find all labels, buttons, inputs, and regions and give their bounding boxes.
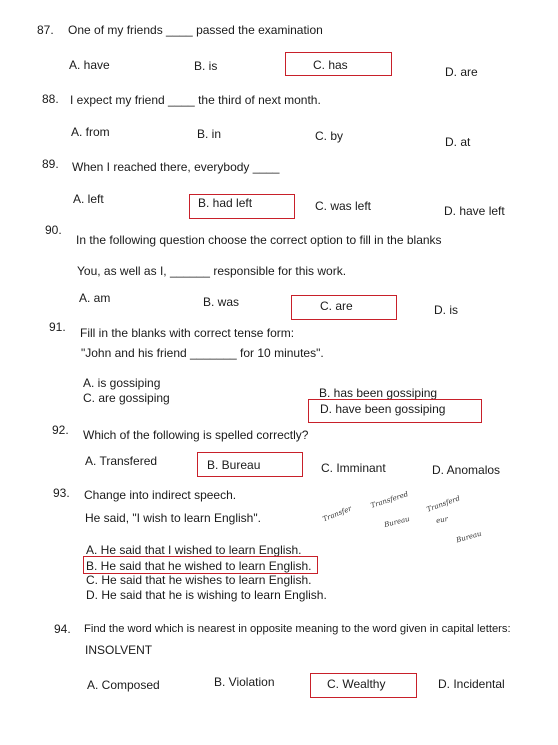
- handwritten-note: Transfered: [369, 490, 410, 510]
- q93-answer-mark: [83, 556, 318, 574]
- q92-option-d: D. Anomalos: [432, 463, 501, 477]
- q92-number: 92.: [52, 423, 69, 437]
- q93-option-d: D. He said that he is wishing to learn English.: [86, 588, 327, 602]
- q93-sentence: He said, "I wish to learn English".: [85, 511, 261, 525]
- q88-option-b: B. in: [197, 127, 222, 141]
- q90-option-b: B. was: [203, 295, 240, 309]
- q91-number: 91.: [49, 320, 66, 334]
- q90-answer-mark: [291, 295, 397, 320]
- q87-option-b: B. is: [194, 59, 218, 73]
- q90-option-d: D. is: [434, 303, 458, 317]
- q89-option-b: B. had left: [198, 196, 253, 210]
- q88-option-c: C. by: [315, 129, 344, 143]
- q91-text: Fill in the blanks with correct tense form:: [80, 326, 295, 340]
- handwritten-note: Bureau: [455, 529, 483, 545]
- q92-answer-mark: [197, 452, 303, 477]
- q89-number: 89.: [42, 157, 59, 171]
- q91-sentence: "John and his friend _______ for 10 minutes".: [81, 346, 324, 360]
- handwritten-note: Transferd: [425, 494, 462, 514]
- q87-option-d: D. are: [445, 65, 478, 79]
- q93-option-b: B. He said that he wished to learn English.: [86, 559, 312, 573]
- q87-option-c: C. has: [313, 58, 348, 72]
- q88-option-a: A. from: [71, 125, 110, 139]
- q89-option-d: D. have left: [444, 204, 505, 218]
- q87-answer-mark: [285, 52, 392, 76]
- q89-option-c: C. was left: [315, 199, 372, 213]
- q94-number: 94.: [54, 622, 71, 636]
- q91-option-b: B. has been gossiping: [319, 386, 438, 400]
- q91-option-d: D. have been gossiping: [320, 402, 446, 416]
- q90-number: 90.: [45, 223, 62, 237]
- q88-text: I expect my friend ____ the third of next month.: [70, 93, 321, 107]
- q94-answer-mark: [310, 673, 417, 698]
- q94-option-b: B. Violation: [214, 675, 275, 689]
- q93-option-a: A. He said that I wished to learn English.: [86, 543, 302, 557]
- q91-option-a: A. is gossiping: [83, 376, 161, 390]
- q92-option-c: C. Imminant: [321, 461, 386, 475]
- q94-text: Find the word which is nearest in opposite meaning to the word given in capital letters:: [84, 623, 511, 635]
- q87-option-a: A. have: [69, 58, 110, 72]
- q87-text: One of my friends ____ passed the examination: [68, 23, 323, 37]
- q88-option-d: D. at: [445, 135, 471, 149]
- q91-option-c: C. are gossiping: [83, 391, 170, 405]
- q87-number: 87.: [37, 23, 54, 37]
- q93-option-c: C. He said that he wishes to learn English.: [86, 573, 312, 587]
- q90-sentence: You, as well as I, ______ responsible for this work.: [77, 264, 347, 278]
- q94-capital-word: INSOLVENT: [85, 643, 153, 657]
- q93-text: Change into indirect speech.: [84, 488, 237, 502]
- q89-text: When I reached there, everybody ____: [72, 160, 280, 174]
- q90-option-c: C. are: [320, 299, 353, 313]
- q94-option-c: C. Wealthy: [327, 677, 386, 691]
- handwritten-note: Bureau: [383, 514, 411, 530]
- q92-option-a: A. Transfered: [85, 454, 158, 468]
- q94-option-a: A. Composed: [87, 678, 160, 692]
- q88-number: 88.: [42, 92, 59, 106]
- q92-option-b: B. Bureau: [207, 458, 261, 472]
- handwritten-note: Transfer: [321, 504, 353, 524]
- q89-answer-mark: [189, 194, 295, 219]
- q90-option-a: A. am: [79, 291, 111, 305]
- q93-number: 93.: [53, 486, 70, 500]
- q94-option-d: D. Incidental: [438, 677, 505, 691]
- handwritten-note: eur: [435, 515, 449, 525]
- q89-option-a: A. left: [73, 192, 104, 206]
- q90-text: In the following question choose the correct option to fill in the blanks: [76, 233, 442, 247]
- q92-text: Which of the following is spelled correctly?: [83, 428, 309, 442]
- q91-answer-mark: [308, 399, 482, 423]
